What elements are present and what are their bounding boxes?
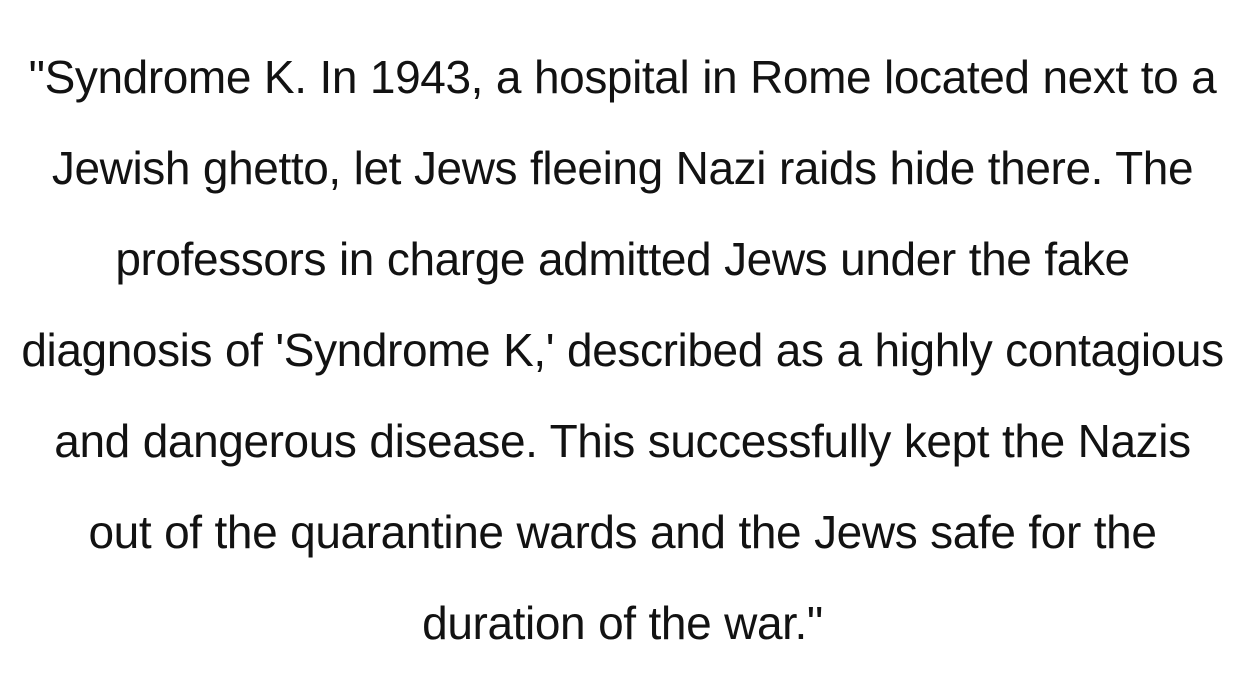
quote-text: "Syndrome K. In 1943, a hospital in Rome located next to a Jewish ghetto, let Jews fleeing Nazi raids hide there. The professors in charge admitted Jews under the fake diagnosis of 'Syndrome K,' described as a highly contagious and dangerous disease. This successfully kept the Nazis out of the quarantine wards and the Jews safe for the duration of the war." [21,50,1224,649]
quote-block [10,32,1235,669]
